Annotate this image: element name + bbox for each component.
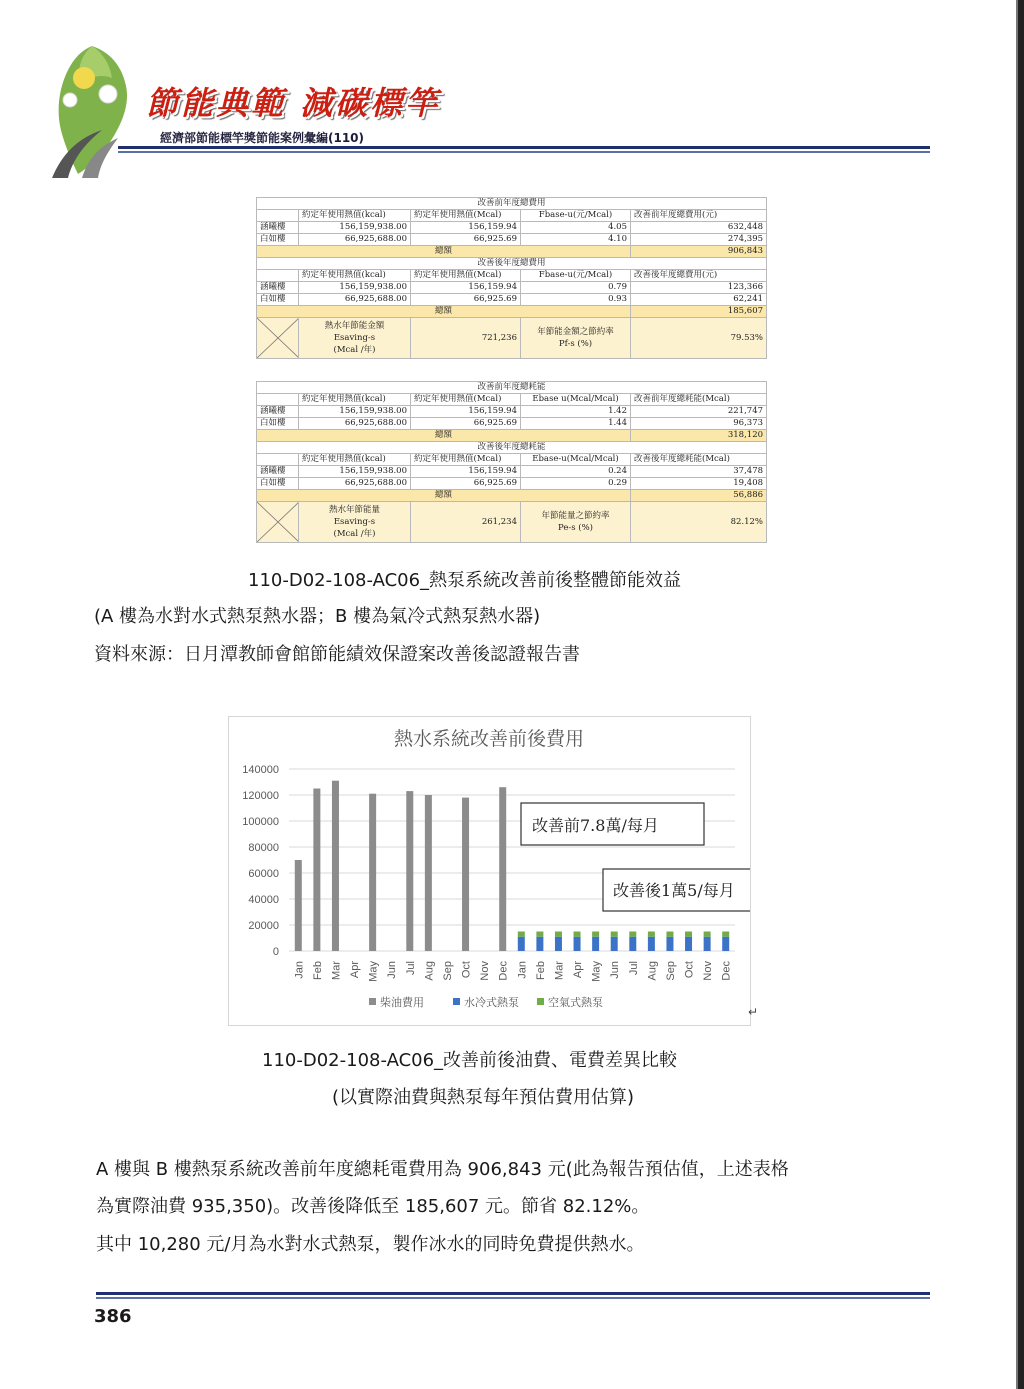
table-cell: 涵曦樓: [257, 222, 299, 234]
table-cell: 156,159,938.00: [299, 466, 411, 478]
table-cell: 66,925,688.00: [299, 418, 411, 430]
table-header-cell: Ebase-u(Mcal/Mcal): [521, 454, 631, 466]
cost-table: [256, 197, 767, 359]
table-cell: 白如樓: [257, 294, 299, 306]
table-header-row: [257, 394, 767, 406]
table-header-cell: [257, 454, 299, 466]
table-cell: 白如樓: [257, 418, 299, 430]
saving-unit: (Mcal /年): [333, 529, 376, 539]
taiwan-flower-logo-icon: [22, 38, 162, 178]
saving-row: [257, 502, 767, 543]
table-cell: 1.44: [521, 418, 631, 430]
x-tick-label: Sep: [664, 961, 677, 981]
annotation-before-text: 改善前7.8萬/每月: [532, 816, 659, 835]
x-tick-label: Feb: [311, 961, 324, 980]
saving-symbol: Esaving-s: [333, 517, 376, 527]
bar-apr: [574, 937, 581, 951]
bar-oct: [462, 798, 469, 951]
table-cell: 4.10: [521, 234, 631, 246]
table-cell: 涵曦樓: [257, 282, 299, 294]
bar-sep: [666, 932, 673, 937]
annotation-after-text: 改善後1萬5/每月: [613, 881, 735, 900]
header-rule-thin: [118, 151, 930, 153]
table-cell: 221,747: [631, 406, 767, 418]
saving-unit: (Mcal /年): [333, 345, 376, 355]
table-header-cell: 改善前年度總耗能(Mcal): [631, 394, 767, 406]
table-source: 資料來源：日月潭教師會館節能績效保證案改善後認證報告書: [94, 644, 580, 665]
total-label: 總額: [257, 490, 631, 502]
table-header-cell: Ebase u(Mcal/Mcal): [521, 394, 631, 406]
total-value: 56,886: [631, 490, 767, 502]
energy-before-title: 改善前年度總耗能: [257, 382, 767, 394]
table-row: [257, 222, 767, 234]
table-row: [257, 406, 767, 418]
chart-grid: [289, 769, 735, 951]
legend-swatch: [369, 998, 376, 1005]
bar-oct: [685, 937, 692, 951]
cost-comparison-chart: [228, 716, 751, 1026]
page-number: 386: [94, 1306, 132, 1327]
x-tick-label: Nov: [702, 961, 715, 981]
x-tick-label: Jul: [627, 961, 640, 976]
table-header-cell: 約定年使用熱值(Mcal): [411, 270, 521, 282]
diagonal-cross-icon: [257, 318, 299, 358]
header-rule: [118, 146, 930, 149]
y-tick-label: 100000: [242, 816, 279, 828]
rate-value: 82.12%: [631, 502, 767, 543]
bar-jan: [518, 937, 525, 951]
table-cell: 66,925.69: [411, 294, 521, 306]
diagonal-cell: [257, 502, 299, 543]
table-note: (A 樓為水對水式熱泵熱水器；B 樓為氣冷式熱泵熱水器): [94, 606, 541, 627]
energy-table: [256, 381, 767, 543]
y-axis-ticks: [242, 764, 279, 958]
bar-jul: [629, 937, 636, 951]
table-total-row: [257, 430, 767, 442]
chart-svg: [229, 717, 750, 1025]
cost-before-title: 改善前年度總費用: [257, 198, 767, 210]
table-header-cell: Fbase-u(元/Mcal): [521, 270, 631, 282]
bar-jul: [629, 932, 636, 937]
table-header-cell: Fbase-u(元/Mcal): [521, 210, 631, 222]
bar-jun: [611, 937, 618, 951]
legend-swatch: [537, 998, 544, 1005]
bar-aug: [648, 932, 655, 937]
table-header-cell: 約定年使用熱值(kcal): [299, 270, 411, 282]
table-cell: 156,159.94: [411, 282, 521, 294]
bar-dec: [722, 932, 729, 937]
bar-feb: [536, 937, 543, 951]
total-label: 總額: [257, 246, 631, 258]
bar-mar: [332, 781, 339, 951]
table-cell: 0.29: [521, 478, 631, 490]
rate-label: 年節能量之節約率: [541, 511, 610, 521]
table-header-cell: 約定年使用熱值(Mcal): [411, 210, 521, 222]
table-header-cell: 改善前年度總費用(元): [631, 210, 767, 222]
bar-mar: [555, 937, 562, 951]
body-line-1: A 樓與 B 樓熱泵系統改善前年度總耗電費用為 906,843 元(此為報告預估值，上述表格: [96, 1159, 789, 1180]
bar-nov: [704, 937, 711, 951]
table-header-cell: 約定年使用熱值(kcal): [299, 210, 411, 222]
bar-sep: [666, 937, 673, 951]
table-header-cell: [257, 210, 299, 222]
legend-label: 水冷式熱泵: [464, 996, 519, 1009]
table-cell: 白如樓: [257, 234, 299, 246]
total-value: 906,843: [631, 246, 767, 258]
table-cell: 66,925.69: [411, 234, 521, 246]
x-tick-label: Dec: [497, 961, 510, 981]
diagonal-cross-icon: [257, 502, 299, 542]
table-cell: 4.05: [521, 222, 631, 234]
table-row: [257, 466, 767, 478]
saving-label-cell: [299, 502, 411, 543]
page-edge: [1018, 0, 1024, 1389]
table-row: [257, 294, 767, 306]
annotation-after: [603, 869, 750, 911]
chart-note: (以實際油費與熱泵每年預估費用估算): [332, 1087, 635, 1108]
table-cell: 19,408: [631, 478, 767, 490]
table-cell: 0.24: [521, 466, 631, 478]
diagonal-cell: [257, 318, 299, 359]
bar-feb: [313, 789, 320, 952]
table-header-cell: 改善後年度總耗能(Mcal): [631, 454, 767, 466]
x-tick-label: Mar: [330, 961, 343, 980]
x-tick-label: Nov: [479, 961, 492, 981]
table-caption: 110-D02-108-AC06_熱泵系統改善前後整體節能效益: [248, 570, 682, 591]
cost-after-title: 改善後年度總費用: [257, 258, 767, 270]
saving-symbol: Esaving-s: [333, 333, 376, 343]
saving-label-cell: [299, 318, 411, 359]
x-tick-label: Jan: [516, 961, 529, 979]
header-title: 節能典範 減碳標竿: [146, 84, 441, 122]
bar-aug: [425, 795, 432, 951]
table-cell: 白如樓: [257, 478, 299, 490]
body-line-2: 為實際油費 935,350)。改善後降低至 185,607 元。節省 82.12%。: [96, 1196, 650, 1217]
table-cell: 66,925,688.00: [299, 294, 411, 306]
x-tick-label: Jan: [293, 961, 306, 979]
total-value: 318,120: [631, 430, 767, 442]
bar-feb: [536, 932, 543, 937]
table-header-cell: 約定年使用熱值(Mcal): [411, 394, 521, 406]
bar-may: [592, 937, 599, 951]
table-cell: 156,159,938.00: [299, 406, 411, 418]
table-header-cell: 改善後年度總費用(元): [631, 270, 767, 282]
bar-jan: [295, 860, 302, 951]
table-row: [257, 478, 767, 490]
total-label: 總額: [257, 306, 631, 318]
y-tick-label: 20000: [248, 920, 279, 932]
table-header-cell: 約定年使用熱值(Mcal): [411, 454, 521, 466]
bar-nov: [704, 932, 711, 937]
x-tick-label: Jul: [404, 961, 417, 976]
bar-dec: [499, 787, 506, 951]
page-header: [0, 0, 1000, 180]
saving-label: 熱水年節能量: [328, 505, 380, 515]
saving-label: 熱水年節能金額: [324, 321, 385, 331]
table-header-cell: 約定年使用熱值(kcal): [299, 454, 411, 466]
bar-dec: [722, 937, 729, 951]
bar-jun: [611, 932, 618, 937]
table-cell: 1.42: [521, 406, 631, 418]
table-cell: 0.93: [521, 294, 631, 306]
y-tick-label: 80000: [248, 842, 279, 854]
chart-title: 熱水系統改善前後費用: [393, 728, 585, 750]
rate-label: 年節能金額之節約率: [537, 327, 614, 337]
bar-jan: [518, 932, 525, 937]
rate-label-cell: [521, 502, 631, 543]
y-tick-label: 0: [272, 946, 279, 958]
table-header-row: [257, 454, 767, 466]
table-cell: 62,241: [631, 294, 767, 306]
saving-value: 261,234: [411, 502, 521, 543]
total-label: 總額: [257, 430, 631, 442]
table-cell: 156,159,938.00: [299, 282, 411, 294]
footer-rule-thin: [96, 1297, 930, 1299]
rate-value: 79.53%: [631, 318, 767, 359]
table-cell: 156,159.94: [411, 466, 521, 478]
header-subtitle: 經濟部節能標竿獎節能案例彙編(110): [160, 131, 365, 145]
y-tick-label: 40000: [248, 894, 279, 906]
bar-jul: [406, 791, 413, 951]
table-total-row: [257, 490, 767, 502]
total-value: 185,607: [631, 306, 767, 318]
annotation-before: [521, 803, 704, 845]
table-cell: 0.79: [521, 282, 631, 294]
table-header-cell: 約定年使用熱值(kcal): [299, 394, 411, 406]
x-axis-ticks: [293, 961, 732, 982]
y-tick-label: 120000: [242, 790, 279, 802]
table-cell: 123,366: [631, 282, 767, 294]
body-line-3: 其中 10,280 元/月為水對水式熱泵，製作冰水的同時免費提供熱水。: [96, 1234, 645, 1255]
legend-label: 空氣式熱泵: [548, 996, 603, 1009]
table-cell: 96,373: [631, 418, 767, 430]
legend-label: 柴油費用: [380, 996, 424, 1009]
y-tick-label: 140000: [242, 764, 279, 776]
bar-oct: [685, 932, 692, 937]
x-tick-label: Sep: [441, 961, 454, 981]
table-cell: 涵曦樓: [257, 406, 299, 418]
table-cell: 156,159.94: [411, 222, 521, 234]
x-tick-label: Apr: [572, 961, 585, 979]
bar-aug: [648, 937, 655, 951]
table-cell: 156,159.94: [411, 406, 521, 418]
x-tick-label: Jun: [609, 961, 622, 979]
table-cell: 66,925,688.00: [299, 234, 411, 246]
table-cell: 66,925,688.00: [299, 478, 411, 490]
saving-value: 721,236: [411, 318, 521, 359]
paragraph-mark-icon: ↵: [748, 1005, 759, 1019]
table-header-cell: [257, 270, 299, 282]
x-tick-label: Aug: [646, 961, 659, 981]
bar-may: [592, 932, 599, 937]
table-row: [257, 282, 767, 294]
table-total-row: [257, 246, 767, 258]
legend-swatch: [453, 998, 460, 1005]
chart-caption: 110-D02-108-AC06_改善前後油費、電費差異比較: [262, 1050, 678, 1071]
table-total-row: [257, 306, 767, 318]
table-header-row: [257, 270, 767, 282]
rate-symbol: Pf-s (%): [558, 339, 593, 349]
table-cell: 涵曦樓: [257, 466, 299, 478]
table-row: [257, 234, 767, 246]
table-header-row: [257, 210, 767, 222]
y-tick-label: 60000: [248, 868, 279, 880]
table-cell: 66,925.69: [411, 478, 521, 490]
x-tick-label: Mar: [553, 961, 566, 980]
table-header-cell: [257, 394, 299, 406]
x-tick-label: Oct: [460, 961, 473, 979]
x-tick-label: Apr: [349, 961, 362, 979]
energy-after-title: 改善後年度總耗能: [257, 442, 767, 454]
x-tick-label: Oct: [683, 961, 696, 979]
x-tick-label: May: [367, 961, 380, 982]
x-tick-label: Aug: [423, 961, 436, 981]
table-cell: 632,448: [631, 222, 767, 234]
saving-row: [257, 318, 767, 359]
bar-may: [369, 794, 376, 951]
bar-apr: [574, 932, 581, 937]
x-tick-label: Jun: [386, 961, 399, 979]
x-tick-label: Dec: [720, 961, 733, 981]
table-cell: 274,395: [631, 234, 767, 246]
bar-mar: [555, 932, 562, 937]
chart-legend: [369, 995, 603, 1009]
footer-rule: [96, 1292, 930, 1295]
table-cell: 37,478: [631, 466, 767, 478]
table-cell: 66,925.69: [411, 418, 521, 430]
rate-label-cell: [521, 318, 631, 359]
x-tick-label: May: [590, 961, 603, 982]
table-cell: 156,159,938.00: [299, 222, 411, 234]
table-row: [257, 418, 767, 430]
x-tick-label: Feb: [534, 961, 547, 980]
rate-symbol: Pe-s (%): [557, 523, 593, 533]
